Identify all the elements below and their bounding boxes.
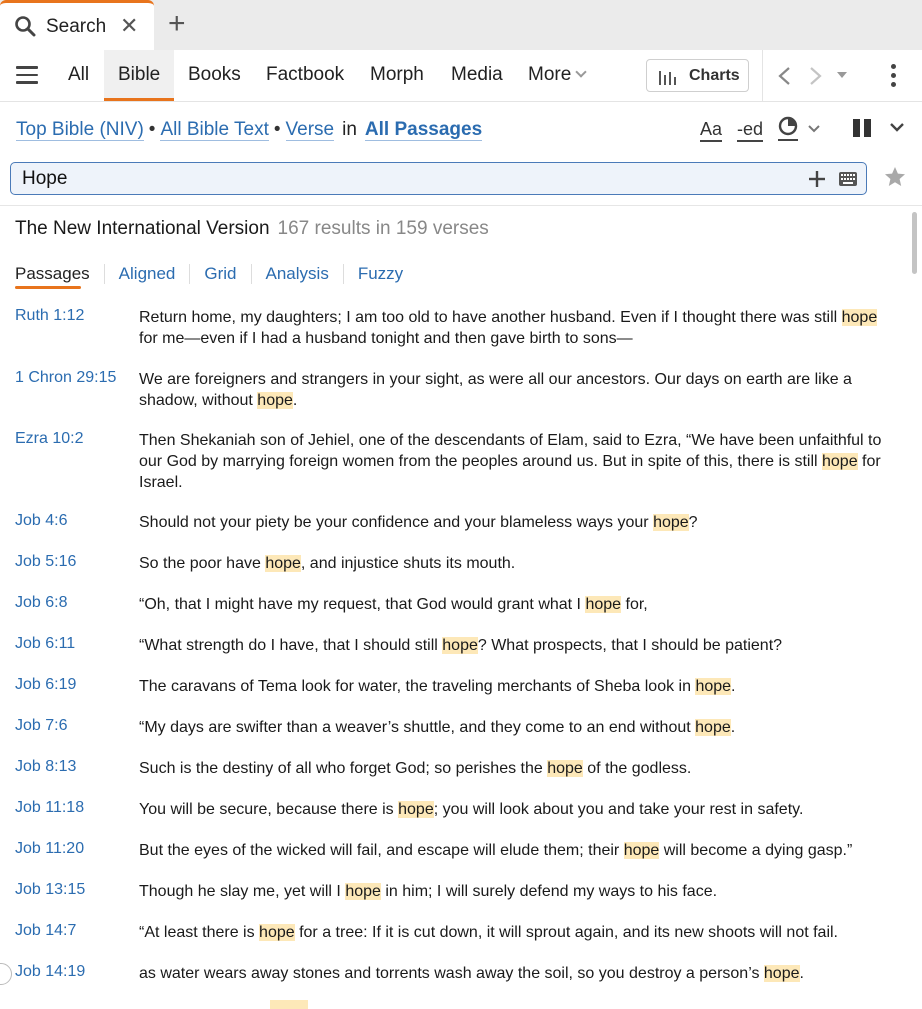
verse-text-segment: in him; I will surely defend my ways to his face. bbox=[380, 883, 718, 900]
result-row bbox=[0, 717, 884, 738]
verse-text-segment: “At least there is bbox=[139, 924, 260, 941]
result-row bbox=[0, 512, 884, 533]
verse-text-segment: But the eyes of the wicked will fail, and escape will elude them; their bbox=[139, 842, 624, 859]
search-input[interactable] bbox=[12, 164, 792, 193]
visual-filter-icon[interactable] bbox=[777, 116, 799, 142]
nav-item-more[interactable] bbox=[528, 64, 585, 86]
verse-text-segment: . bbox=[730, 719, 736, 736]
verse-text-segment: for a tree: If it is cut down, it will sprout again, and its new shoots will not fail. bbox=[294, 924, 838, 941]
search-hit-highlight: hope bbox=[841, 309, 878, 326]
scope-range-link[interactable]: All Passages bbox=[364, 119, 483, 140]
verse-text bbox=[139, 430, 884, 493]
scrollbar-track bbox=[908, 206, 920, 1006]
verse-text-segment: . bbox=[799, 965, 804, 982]
verse-text-segment: So the poor have bbox=[139, 555, 266, 572]
verse-reference-link[interactable]: Job 6:11 bbox=[15, 635, 76, 652]
verse-text-segment: “Oh, that I might have my request, that God would grant what I bbox=[139, 596, 586, 613]
verse-text-segment: The caravans of Tema look for water, the traveling merchants of Sheba look in bbox=[139, 678, 696, 695]
forward-arrow-icon[interactable] bbox=[806, 66, 824, 86]
new-tab-plus-icon[interactable]: + bbox=[168, 7, 186, 40]
search-hit-highlight: hope bbox=[265, 555, 301, 572]
verse-text-segment: ? What prospects, that I should be patient? bbox=[477, 637, 783, 654]
verse-text-segment: ; you will look about you and take your rest in safety. bbox=[433, 801, 804, 818]
verse-text-segment: of the godless. bbox=[582, 760, 692, 777]
verse-text-segment: ? bbox=[688, 514, 698, 531]
verse-text bbox=[139, 922, 884, 943]
verse-reference-link[interactable]: Job 4:6 bbox=[15, 512, 68, 529]
nav-item-bible[interactable]: Bible bbox=[104, 50, 174, 101]
tab-search[interactable] bbox=[0, 0, 154, 50]
tab-aligned[interactable]: Aligned bbox=[104, 264, 190, 284]
plus-icon[interactable] bbox=[807, 169, 827, 189]
scrollbar-thumb[interactable] bbox=[912, 212, 917, 274]
font-settings-button[interactable]: Aa bbox=[700, 119, 722, 142]
nav-item-all[interactable]: All bbox=[68, 64, 90, 85]
verse-reference-link[interactable]: Job 8:13 bbox=[15, 758, 77, 775]
search-hit-highlight: hope bbox=[442, 637, 478, 654]
verse-reference-link[interactable]: Job 5:16 bbox=[15, 553, 77, 570]
search-hit-highlight: hope bbox=[257, 392, 293, 409]
result-row bbox=[0, 676, 884, 697]
verse-text bbox=[139, 369, 884, 411]
verse-text-segment: You will be secure, because there is bbox=[139, 801, 399, 818]
star-icon[interactable] bbox=[883, 165, 907, 189]
verse-text-segment: Return home, my daughters; I am too old to have another husband. Even if I thought there was still bbox=[139, 309, 842, 326]
result-row bbox=[0, 963, 884, 984]
columns-layout-icon[interactable] bbox=[853, 119, 873, 137]
verse-text bbox=[139, 676, 884, 697]
results-title bbox=[15, 218, 489, 240]
keyboard-icon[interactable] bbox=[839, 172, 857, 186]
nav-item-media[interactable]: Media bbox=[451, 64, 503, 85]
search-hit-highlight: hope bbox=[695, 678, 732, 695]
search-box bbox=[10, 162, 867, 195]
verse-text-segment: as water wears away stones and torrents wash away the soil, so you destroy a person’s bbox=[139, 965, 764, 982]
inflection-button[interactable]: -ed bbox=[737, 119, 763, 142]
verse-reference-link[interactable]: Job 6:8 bbox=[15, 594, 68, 611]
tab-passages[interactable]: Passages bbox=[15, 264, 90, 283]
scope-unit-link[interactable]: Verse bbox=[285, 119, 335, 140]
result-row bbox=[0, 840, 884, 861]
verse-text-segment: “My days are swifter than a weaver’s shuttle, and they come to an end without bbox=[139, 719, 696, 736]
scope-in-label: in bbox=[342, 119, 357, 140]
result-row bbox=[0, 922, 884, 943]
verse-text bbox=[139, 758, 884, 779]
search-hit-highlight: hope bbox=[345, 883, 381, 900]
result-row bbox=[0, 307, 884, 349]
result-row bbox=[0, 369, 884, 411]
tab-strip bbox=[0, 0, 922, 50]
bible-version-title: The New International Version bbox=[15, 218, 270, 239]
verse-text bbox=[139, 881, 884, 902]
search-icon bbox=[14, 15, 36, 37]
charts-label: Charts bbox=[689, 67, 740, 84]
active-tab-indicator bbox=[15, 286, 81, 289]
chevron-down-icon[interactable] bbox=[890, 122, 904, 132]
result-row bbox=[0, 635, 884, 656]
scope-bible-link[interactable]: Top Bible (NIV) bbox=[16, 119, 144, 140]
result-row bbox=[0, 553, 884, 574]
verse-text-segment: . bbox=[731, 678, 736, 695]
verse-text-segment: Such is the destiny of all who forget God; so perishes the bbox=[139, 760, 548, 777]
verse-reference-link[interactable]: Job 11:18 bbox=[15, 799, 85, 816]
search-hit-highlight: hope bbox=[695, 719, 731, 736]
back-arrow-icon[interactable] bbox=[776, 66, 794, 86]
verse-text-segment: will become a dying gasp.” bbox=[659, 842, 853, 859]
verse-reference-link[interactable]: Job 6:19 bbox=[15, 676, 77, 693]
verse-text bbox=[139, 717, 884, 738]
search-hit-highlight: hope bbox=[547, 760, 583, 777]
hamburger-menu-icon[interactable] bbox=[16, 66, 38, 84]
chevron-down-icon bbox=[576, 66, 587, 77]
verse-text-segment: . bbox=[292, 392, 298, 409]
verse-text bbox=[139, 799, 884, 820]
search-hit-highlight: hope bbox=[585, 596, 622, 613]
bullet-separator: • bbox=[148, 119, 156, 140]
verse-reference-link[interactable]: Job 11:20 bbox=[15, 840, 85, 857]
nav-item-morph[interactable]: Morph bbox=[370, 64, 424, 85]
bar-chart-icon bbox=[659, 69, 677, 85]
verse-reference-link[interactable]: Job 7:6 bbox=[15, 717, 68, 734]
charts-button[interactable] bbox=[646, 59, 749, 92]
verse-text-segment: Though he slay me, yet will I bbox=[139, 883, 346, 900]
search-hit-highlight: hope bbox=[822, 453, 858, 470]
verse-text bbox=[139, 553, 884, 574]
kebab-menu-icon[interactable] bbox=[890, 64, 898, 90]
verse-text-segment: “What strength do I have, that I should still bbox=[139, 637, 443, 654]
verse-reference-link[interactable]: Job 13:15 bbox=[15, 881, 86, 898]
search-hit-highlight: hope bbox=[398, 801, 434, 818]
result-row bbox=[0, 881, 884, 902]
verse-reference-link[interactable]: Ezra 10:2 bbox=[15, 430, 84, 447]
search-hit-highlight: hope bbox=[763, 965, 800, 982]
tab-grid[interactable]: Grid bbox=[189, 264, 250, 284]
verse-reference-link[interactable]: 1 Chron 29:15 bbox=[15, 369, 117, 386]
result-row bbox=[0, 594, 884, 615]
search-hit-highlight: hope bbox=[259, 924, 295, 941]
highlight-peek bbox=[270, 1000, 308, 1009]
result-row bbox=[0, 430, 884, 493]
verse-reference-link[interactable]: Ruth 1:12 bbox=[15, 307, 85, 324]
verse-text bbox=[139, 635, 884, 656]
divider bbox=[0, 205, 922, 206]
verse-text bbox=[139, 840, 884, 861]
search-scope bbox=[16, 119, 482, 141]
verse-text-segment: Should not your piety be your confidence and your blameless ways your bbox=[139, 514, 654, 531]
verse-text-segment: Then Shekaniah son of Jehiel, one of the descendants of Elam, said to Ezra, “We have been unfaithful to our God by marrying foreign women from the peoples around us. But in spite of this, there is still bbox=[139, 432, 882, 470]
bullet-separator: • bbox=[273, 119, 281, 140]
more-label: More bbox=[528, 64, 572, 85]
tab-label: Search bbox=[46, 16, 107, 37]
chevron-down-icon[interactable] bbox=[808, 124, 820, 134]
search-hit-highlight: hope bbox=[623, 842, 660, 859]
search-hit-highlight: hope bbox=[653, 514, 689, 531]
nav-item-factbook[interactable]: Factbook bbox=[266, 64, 345, 85]
result-row bbox=[0, 799, 884, 820]
verse-text bbox=[139, 307, 884, 349]
verse-text-segment: We are foreigners and strangers in your sight, as were all our ancestors. Our days on earth are like a shadow, without bbox=[139, 371, 852, 409]
nav-bar bbox=[0, 50, 922, 102]
verse-reference-link[interactable]: Job 14:19 bbox=[15, 963, 86, 980]
nav-item-books[interactable]: Books bbox=[188, 64, 241, 85]
history-dropdown-icon[interactable] bbox=[836, 70, 848, 80]
verse-text-segment: , and injustice shuts its mouth. bbox=[300, 555, 516, 572]
verse-text bbox=[139, 512, 884, 533]
verse-text bbox=[139, 963, 884, 984]
nav-separator bbox=[762, 50, 763, 102]
scope-text-link[interactable]: All Bible Text bbox=[160, 119, 269, 140]
tab-analysis[interactable]: Analysis bbox=[251, 264, 343, 284]
verse-text-segment: for me—even if I had a husband tonight and then gave birth to sons— bbox=[139, 330, 633, 347]
close-icon[interactable]: ✕ bbox=[120, 13, 139, 38]
verse-text-segment: for, bbox=[621, 596, 648, 613]
result-row bbox=[0, 758, 884, 779]
verse-text bbox=[139, 594, 884, 615]
verse-text-segment: for Israel. bbox=[139, 453, 881, 491]
tab-fuzzy[interactable]: Fuzzy bbox=[343, 264, 417, 284]
result-count: 167 results in 159 verses bbox=[277, 218, 489, 239]
verse-reference-link[interactable]: Job 14:7 bbox=[15, 922, 77, 939]
